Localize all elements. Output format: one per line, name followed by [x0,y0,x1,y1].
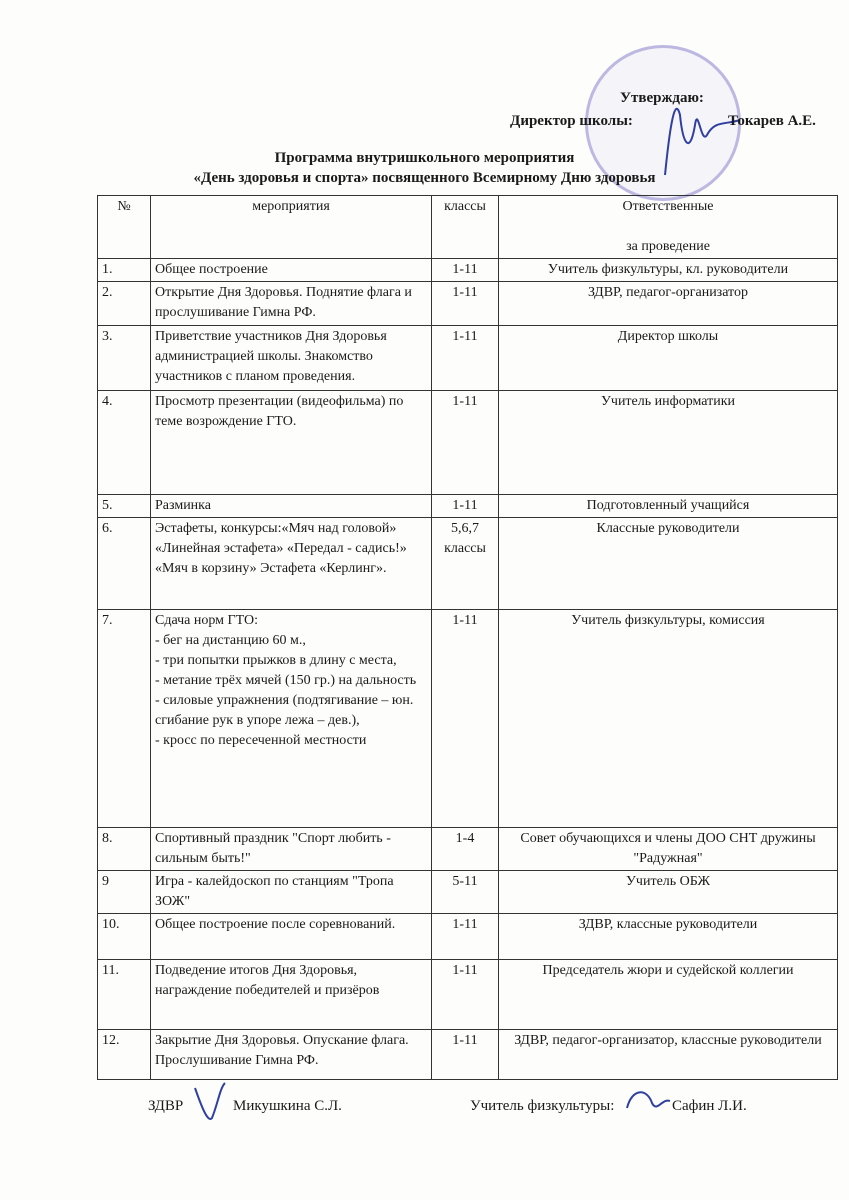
title-line-1: Программа внутришкольного мероприятия [274,150,575,166]
header-responsible [499,196,838,259]
row-classes: 5,6,7 классы [432,518,499,610]
row-num: 6. [98,518,151,610]
row-num: 11. [98,960,151,1030]
row-classes: 1-11 [432,960,499,1030]
row-event: Игра - калейдоскоп по станциям "Тропа ЗОЖ" [151,871,432,914]
pe-teacher-signature [622,1083,672,1123]
row-classes: 1-11 [432,326,499,391]
row-responsible: ЗДВР, классные руководители [499,914,838,960]
table-row [98,1030,838,1080]
row-responsible: Учитель информатики [499,391,838,495]
header-event: мероприятия [151,196,432,259]
row-num: 7. [98,610,151,828]
row-classes: 1-11 [432,1030,499,1080]
row-num: 4. [98,391,151,495]
row-event: Общее построение после соревнований. [151,914,432,960]
row-responsible: Учитель ОБЖ [499,871,838,914]
table-row [98,259,838,282]
program-table [97,195,838,1080]
row-num: 10. [98,914,151,960]
row-responsible: Классные руководители [499,518,838,610]
row-num: 2. [98,282,151,326]
row-event: Просмотр презентации (видеофильма) по теме возрождение ГТО. [151,391,432,495]
row-event: Эстафеты, конкурсы:«Мяч над головой» «Линейная эстафета» «Передал - садись!» «Мяч в корзину» Эстафета «Керлинг». [151,518,432,610]
table-row [98,960,838,1030]
row-num: 1. [98,259,151,282]
row-responsible: Председатель жюри и судейской коллегии [499,960,838,1030]
row-responsible: ЗДВР, педагог-организатор, классные руководители [499,1030,838,1080]
row-event: Подведение итогов Дня Здоровья, награждение победителей и призёров [151,960,432,1030]
row-classes: 1-11 [432,259,499,282]
table-row [98,828,838,871]
title-line-2: «День здоровья и спорта» посвященного Всемирному Дню здоровья [193,170,656,186]
header-num: № [98,196,151,259]
table-row [98,610,838,828]
director-name: Токарев А.Е. [728,113,816,129]
row-event: Спортивный праздник "Спорт любить - сильным быть!" [151,828,432,871]
row-event: Разминка [151,495,432,518]
row-classes: 1-11 [432,914,499,960]
zdvr-signature [190,1078,230,1128]
row-responsible: ЗДВР, педагог-организатор [499,282,838,326]
table-row [98,518,838,610]
row-classes: 1-4 [432,828,499,871]
header-responsible-line1: Ответственные [622,199,714,214]
table-row [98,282,838,326]
row-classes: 1-11 [432,391,499,495]
row-event: Общее построение [151,259,432,282]
row-num: 8. [98,828,151,871]
row-responsible: Учитель физкультуры, кл. руководители [499,259,838,282]
table-row [98,326,838,391]
row-classes: 1-11 [432,495,499,518]
row-classes: 5-11 [432,871,499,914]
pe-teacher-name: Сафин Л.И. [672,1098,747,1114]
row-event: Закрытие Дня Здоровья. Опускание флага. Прослушивание Гимна РФ. [151,1030,432,1080]
director-label: Директор школы: [510,113,633,129]
table-row [98,495,838,518]
approve-label: Утверждаю: [620,90,704,106]
table-row [98,391,838,495]
row-event: Сдача норм ГТО: - бег на дистанцию 60 м., - три попытки прыжков в длину с места, - метание трёх мячей (150 гр.) на дальность - силовые упражнения (подтягивание – юн. сгибание рук в упоре лежа – дев.), - кросс по пересеченной местности [151,610,432,828]
row-responsible: Учитель физкультуры, комиссия [499,610,838,828]
row-event: Приветствие участников Дня Здоровья администрацией школы. Знакомство участников с планом проведения. [151,326,432,391]
row-event: Открытие Дня Здоровья. Поднятие флага и прослушивание Гимна РФ. [151,282,432,326]
row-num: 5. [98,495,151,518]
table-row [98,871,838,914]
zdvr-name: Микушкина С.Л. [233,1098,342,1114]
row-responsible: Совет обучающихся и члены ДОО СНТ дружины "Радужная" [499,828,838,871]
header-classes: классы [432,196,499,259]
row-responsible: Директор школы [499,326,838,391]
row-responsible: Подготовленный учащийся [499,495,838,518]
zdvr-label: ЗДВР [148,1098,184,1114]
header-responsible-line2: за проведение [626,239,710,254]
row-classes: 1-11 [432,610,499,828]
row-num: 3. [98,326,151,391]
pe-teacher-label: Учитель физкультуры: [470,1098,615,1114]
table-row [98,914,838,960]
row-classes: 1-11 [432,282,499,326]
row-num: 9 [98,871,151,914]
row-num: 12. [98,1030,151,1080]
